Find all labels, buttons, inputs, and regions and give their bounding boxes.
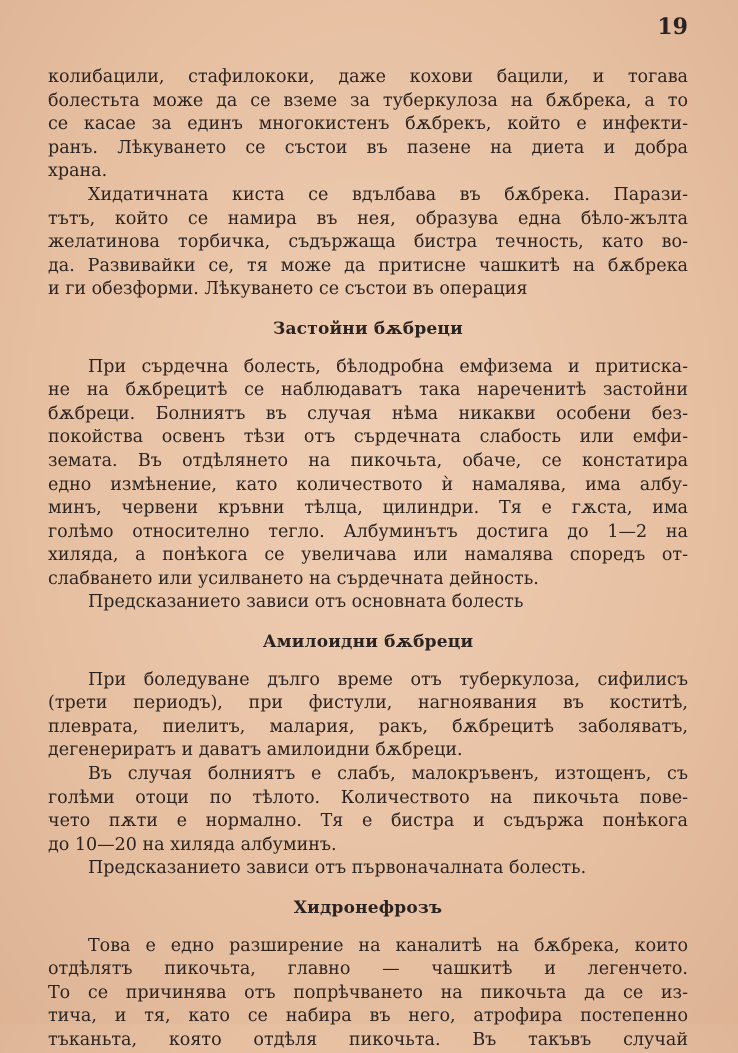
text-line: не на бѫбрецитѣ се наблюдаватъ така нареченитѣ застойни bbox=[48, 380, 688, 401]
text-line: ранъ. Лѣкуването се състои въ пазене на диета и добра bbox=[48, 137, 688, 158]
text-line: хиляда, а понѣкога се увеличава или намалява споредъ от- bbox=[48, 545, 688, 566]
text-line: Това е едно разширение на каналитѣ на бѫбрека, които bbox=[88, 935, 688, 956]
text-line: отдѣлятъ пикочьта, главно — чашкитѣ и легенчето. bbox=[48, 959, 688, 980]
text-line: до 10—20 на хиляда албуминъ. bbox=[48, 834, 337, 855]
text-line: желатинова торбичка, съдържаща бистра течность, като во- bbox=[48, 232, 688, 253]
text-line: Хидатичната киста се вдълбава въ бѫбрека. Парази- bbox=[88, 184, 688, 205]
text-line: дегенериратъ и даватъ амилоидни бѫбреци. bbox=[48, 740, 463, 761]
text-line: То се причинява отъ попрѣчването на пикочьта да се из- bbox=[48, 982, 688, 1003]
text-line: бѫбреци. Болниятъ въ случая нѣма никакви особени без- bbox=[48, 403, 688, 424]
text-line: се касае за единъ многокистенъ бѫбрекъ, който е инфекти- bbox=[48, 114, 688, 135]
text-line: покойства освенъ тѣзи отъ сърдечната слабость или емфи- bbox=[48, 427, 688, 448]
text-line: Предсказанието зависи отъ основната болесть bbox=[88, 592, 524, 613]
text-line: минъ, червени кръвни тѣлца, цилиндри. Тя е гѫста, има bbox=[48, 498, 688, 519]
section-heading: Застойни бѫбреци bbox=[273, 318, 463, 339]
text-line: земата. Въ отдѣлянето на пикочьта, обаче, се констатира bbox=[48, 450, 688, 471]
text-line: голѣмо относително тегло. Албуминътъ достига до 1—2 на bbox=[48, 521, 688, 542]
text-line: колибацили, стафилококи, даже кохови бацили, и тогава bbox=[48, 67, 688, 87]
text-line: болестьта може да се вземе за туберкулоза на бѫбрека, а то bbox=[48, 90, 688, 111]
section-heading: Хидронефрозъ bbox=[293, 898, 443, 918]
text-line: и ги обезформи. Лѣкуването се състои въ операция bbox=[48, 279, 528, 300]
page-text bbox=[48, 66, 688, 1053]
text-line: Предсказанието зависи отъ първоначалната болесть. bbox=[88, 858, 587, 879]
text-line: тича, и тя, като се набира въ него, атрофира постепенно bbox=[48, 1006, 688, 1027]
text-line: При сърдечна болесть, бѣлодробна емфизема и притиска- bbox=[88, 356, 688, 377]
text-line: тътъ, който се намира въ нея, образува една бѣло-жълта bbox=[48, 208, 688, 229]
text-line: Въ случая болниятъ е слабъ, малокръвенъ, изтощенъ, съ bbox=[88, 764, 688, 785]
text-line: тъканьта, която отдѣля пикочьта. Въ такъвъ случай bbox=[48, 1029, 688, 1050]
text-line: слабването или усилването на сърдечната дейность. bbox=[48, 568, 539, 589]
section-heading: Амилоидни бѫбреци bbox=[262, 632, 474, 653]
text-line: голѣми отоци по тѣлото. Количеството на пикочьта пове- bbox=[48, 787, 688, 808]
page-number: 19 bbox=[657, 14, 688, 40]
text-line: (трети периодъ), при фистули, нагноявания въ коститѣ, bbox=[48, 693, 688, 714]
text-line: При боледуване дълго време отъ туберкулоза, сифилисъ bbox=[88, 669, 688, 690]
text-line: плеврата, пиелитъ, малария, ракъ, бѫбрецитѣ заболяватъ, bbox=[48, 716, 688, 737]
text-line: да. Развивайки се, тя може да притисне чашкитѣ на бѫбрека bbox=[48, 255, 688, 276]
text-line: едно измѣнение, като количеството ѝ намалява, има албу- bbox=[48, 474, 688, 495]
text-line: чето пѫти е нормално. Тя е бистра и съдържа понѣкога bbox=[48, 811, 688, 832]
text-line: храна. bbox=[48, 161, 108, 182]
